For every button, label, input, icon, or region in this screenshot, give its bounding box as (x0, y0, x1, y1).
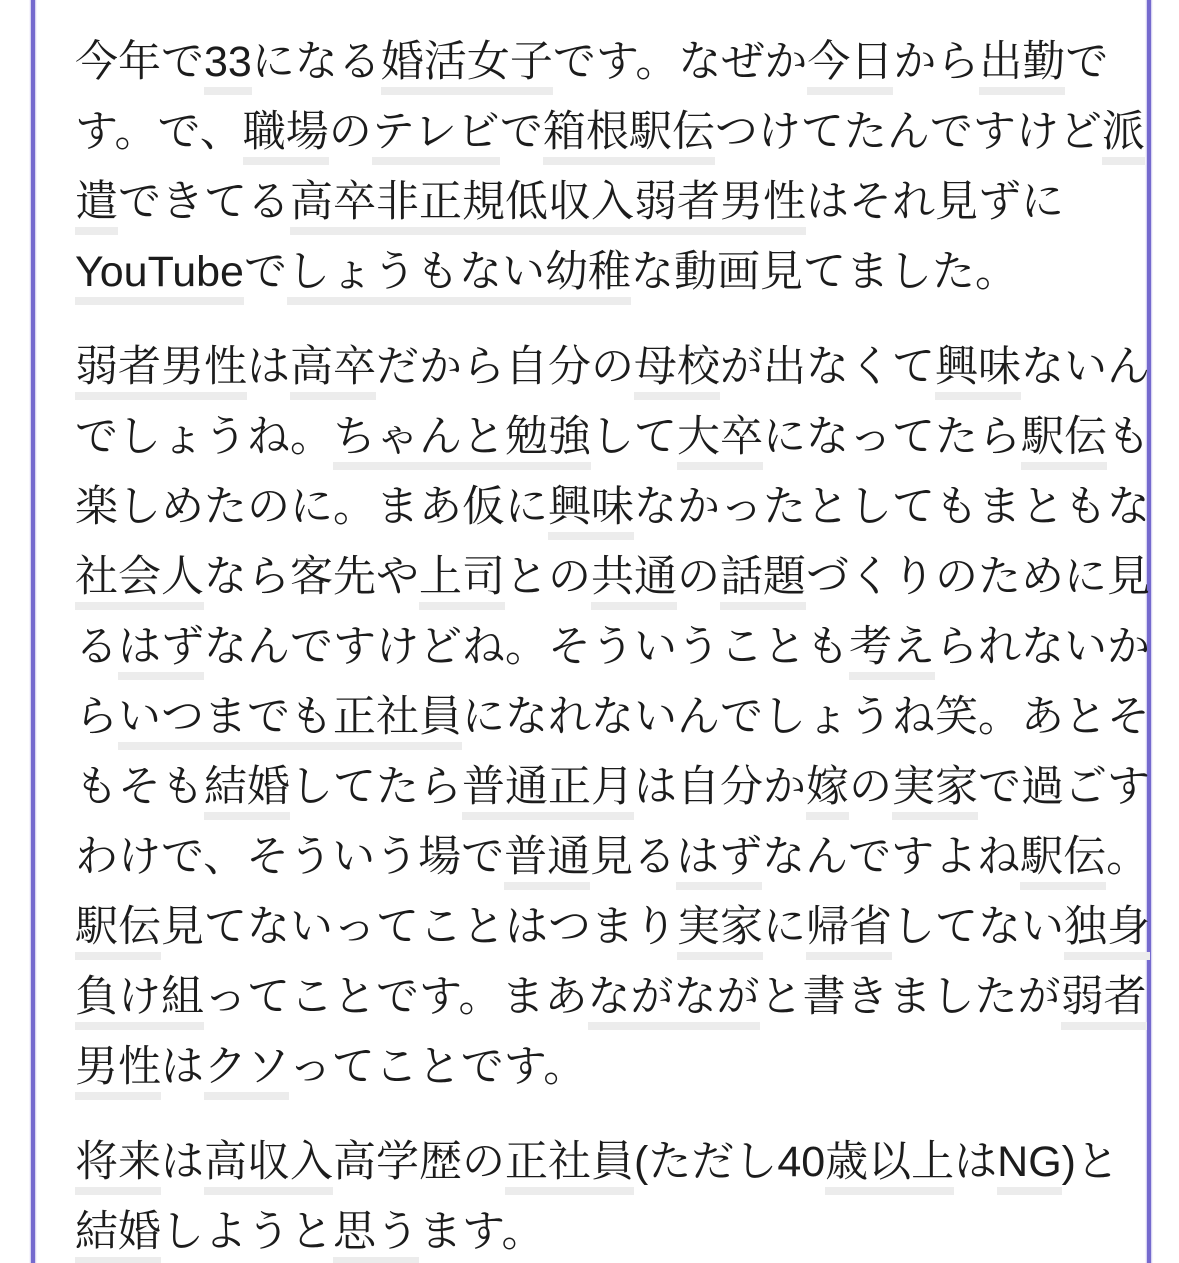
text-token: なら客先や (204, 553, 419, 601)
text-token: なかったとしてもまともな (634, 483, 1150, 531)
dictionary-word-highlight[interactable]: 将来 (75, 1138, 161, 1195)
dictionary-word-highlight[interactable]: 嫁 (806, 763, 849, 820)
text-line (75, 1127, 1119, 1197)
dictionary-word-highlight[interactable]: 幼稚 (545, 248, 631, 305)
dictionary-word-highlight[interactable]: 弱者 (1061, 973, 1147, 1030)
text-line (75, 237, 1113, 307)
dictionary-word-highlight[interactable]: 高卒 (290, 178, 376, 235)
dictionary-word-highlight[interactable]: 結婚 (204, 763, 290, 820)
text-token: はそれ見ずに (806, 178, 1064, 226)
dictionary-word-highlight[interactable]: 上司 (419, 553, 505, 610)
text-token: に (763, 903, 806, 951)
text-line (75, 542, 1150, 612)
text-token: ら (75, 693, 118, 741)
dictionary-word-highlight[interactable]: 今日 (807, 38, 893, 95)
dictionary-word-highlight[interactable]: YouTube (75, 248, 244, 305)
dictionary-word-highlight[interactable]: 大卒 (677, 413, 763, 470)
text-token: る (75, 623, 118, 671)
text-token: 高学歴の (333, 1138, 505, 1186)
paragraph (75, 1127, 1119, 1263)
text-token: でしょうね。 (75, 413, 333, 461)
dictionary-word-highlight[interactable]: 実家 (892, 763, 978, 820)
dictionary-word-highlight[interactable]: 出勤 (979, 38, 1065, 95)
text-token: ってことです。まあ (204, 973, 588, 1021)
text-token: になる (251, 38, 381, 86)
text-token: になれないんでしょうね笑。あとそ (462, 693, 1150, 741)
text-line (75, 167, 1113, 237)
dictionary-word-highlight[interactable]: はず (118, 623, 204, 680)
text-token: です。なぜか (552, 38, 808, 86)
text-line (75, 97, 1145, 167)
dictionary-word-highlight[interactable]: 駅伝 (1021, 413, 1107, 470)
text-token: との (505, 553, 591, 601)
paragraph (75, 332, 1150, 1102)
text-line (75, 682, 1150, 752)
text-token: は (161, 1138, 204, 1186)
dictionary-word-highlight[interactable]: 歳以上 (825, 1138, 954, 1195)
text-token: の (328, 108, 372, 156)
dictionary-word-highlight[interactable]: 駅伝 (75, 903, 161, 960)
dictionary-word-highlight[interactable]: 派 (1102, 108, 1145, 165)
text-token: (ただし40 (634, 1138, 826, 1186)
text-token: なんですよね (762, 833, 1021, 881)
dictionary-word-highlight[interactable]: 興味 (548, 483, 634, 540)
dictionary-word-highlight[interactable]: 低収入 (505, 178, 634, 235)
text-token: は (247, 343, 290, 391)
dictionary-word-highlight[interactable]: 高収入 (204, 1138, 333, 1195)
dictionary-word-highlight[interactable]: 遣 (75, 178, 118, 235)
text-line (75, 472, 1150, 542)
dictionary-word-highlight[interactable]: 正月 (548, 763, 634, 820)
dictionary-word-highlight[interactable]: 結婚 (75, 1208, 161, 1263)
text-token: な動画見てました。 (630, 248, 1018, 296)
text-token: だから自分の (376, 343, 634, 391)
text-line (75, 612, 1150, 682)
dictionary-word-highlight[interactable]: 思う (333, 1208, 419, 1263)
text-token: の (849, 763, 892, 811)
dictionary-word-highlight[interactable]: 弱者男性 (634, 178, 806, 235)
dictionary-word-highlight[interactable]: 箱根駅伝 (543, 108, 715, 165)
text-token: なんですけどね。そういうことも (204, 623, 849, 671)
dictionary-word-highlight[interactable]: 正社員 (505, 1138, 634, 1195)
text-token: 。 (1106, 833, 1150, 881)
dictionary-word-highlight[interactable]: 正社員 (333, 693, 462, 750)
dictionary-word-highlight[interactable]: 駅伝 (1020, 833, 1106, 890)
text-token: ってことです。 (288, 1043, 587, 1091)
dictionary-word-highlight[interactable]: 負け組 (75, 973, 204, 1030)
dictionary-word-highlight[interactable]: いつまでも (118, 693, 333, 750)
text-token: して (591, 413, 677, 461)
dictionary-word-highlight[interactable]: 社会人 (75, 553, 204, 610)
text-token: 今年で (75, 38, 204, 86)
dictionary-word-highlight[interactable]: 婚活女子 (381, 38, 553, 95)
text-token: で (499, 108, 543, 156)
text-token: もそも (75, 763, 204, 811)
text-line (75, 1197, 1113, 1263)
dictionary-word-highlight[interactable]: NG (997, 1138, 1062, 1195)
quote-text-block (35, 0, 1151, 1263)
text-token: 見てないってことはつまり (161, 903, 677, 951)
text-token: も (1107, 413, 1150, 461)
dictionary-word-highlight[interactable]: 共通 (591, 553, 677, 610)
dictionary-word-highlight[interactable]: 33 (204, 38, 252, 95)
dictionary-word-highlight[interactable]: ちゃんと (333, 413, 505, 470)
text-token: ます。 (419, 1208, 545, 1256)
text-token: してたら (290, 763, 462, 811)
text-token: わけで、そういう場で (75, 833, 505, 881)
text-line (75, 752, 1150, 822)
text-token: から (893, 38, 980, 86)
text-line (75, 822, 1150, 892)
dictionary-word-highlight[interactable]: ながなが (588, 973, 760, 1030)
dictionary-word-highlight[interactable]: 母校 (634, 343, 720, 400)
paragraph (75, 27, 1145, 307)
text-line (75, 27, 1113, 97)
text-token: つけてたんですけど (714, 108, 1102, 156)
text-token: で (1065, 38, 1109, 86)
dictionary-word-highlight[interactable]: 実家 (677, 903, 763, 960)
text-token: は (954, 1138, 998, 1186)
text-token: と書きましたが (759, 973, 1061, 1021)
dictionary-word-highlight[interactable]: クソ (204, 1043, 289, 1100)
text-line (75, 402, 1150, 472)
dictionary-word-highlight[interactable]: 弱者男性 (75, 343, 247, 400)
dictionary-word-highlight[interactable]: 普通 (504, 833, 590, 890)
text-line (75, 1032, 1113, 1102)
text-token: で (243, 248, 287, 296)
dictionary-word-highlight[interactable]: 興味 (935, 343, 1021, 400)
dictionary-word-highlight[interactable]: 独身 (1064, 903, 1150, 960)
text-token: できてる (118, 178, 290, 226)
dictionary-word-highlight[interactable]: 勉強 (505, 413, 591, 470)
text-line (75, 332, 1150, 402)
text-token: になってたら (763, 413, 1021, 461)
text-token: )と (1061, 1138, 1119, 1186)
dictionary-word-highlight[interactable]: 高卒 (290, 343, 376, 400)
dictionary-word-highlight[interactable]: 帰省 (806, 903, 892, 960)
dictionary-word-highlight[interactable]: しょうもない (287, 248, 545, 305)
text-token: が出なくて (720, 343, 935, 391)
text-token: してない (892, 903, 1064, 951)
text-token: で過ごす (978, 763, 1150, 811)
text-token: 見る (590, 833, 677, 881)
dictionary-word-highlight[interactable]: テレビ (372, 108, 500, 165)
text-token: られないか (935, 623, 1150, 671)
dictionary-word-highlight[interactable]: 話題 (720, 553, 806, 610)
text-token: 楽しめたのに。まあ仮に (75, 483, 548, 531)
text-token: は自分か (634, 763, 806, 811)
dictionary-word-highlight[interactable]: 考え (849, 623, 935, 680)
text-line (75, 962, 1147, 1032)
text-token: しようと (161, 1208, 333, 1256)
dictionary-word-highlight[interactable]: 男性 (75, 1043, 161, 1100)
text-token: は (161, 1043, 204, 1091)
text-token: ないん (1021, 343, 1150, 391)
dictionary-word-highlight[interactable]: 非正規 (376, 178, 505, 235)
dictionary-word-highlight[interactable]: 職場 (243, 108, 329, 165)
text-line (75, 892, 1150, 962)
dictionary-word-highlight[interactable]: はず (676, 833, 762, 890)
dictionary-word-highlight[interactable]: 普通 (462, 763, 548, 820)
text-token: す。で、 (75, 108, 243, 156)
text-token: づくりのために見 (806, 553, 1150, 601)
text-token: の (677, 553, 720, 601)
